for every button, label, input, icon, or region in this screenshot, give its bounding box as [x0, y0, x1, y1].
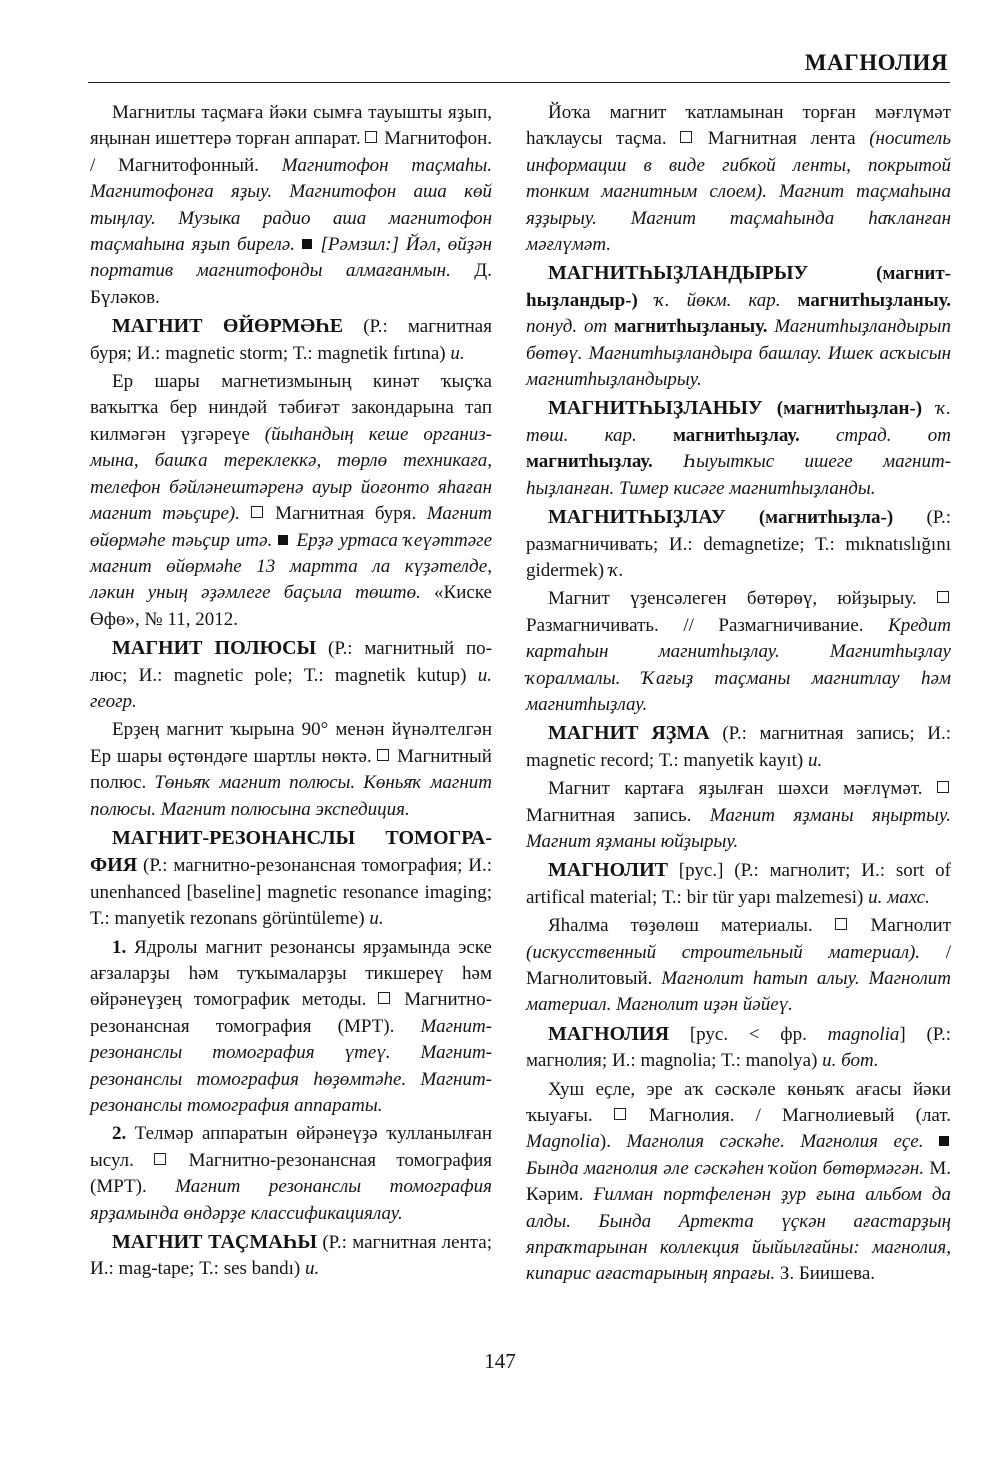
dictionary-paragraph [526, 776, 951, 855]
italic-text: Һыуыткыс ишеге магнитһыҙланған. Тимер кисәге магнитһыҙланды. [526, 451, 951, 499]
text-run: Д. Бүләков. [90, 260, 492, 308]
bold-text: (магнитһыҙлан-) [762, 398, 937, 420]
bold-text: магнитһыҙланыу. [780, 289, 952, 311]
open-square-icon [251, 506, 263, 518]
italic-text: Бында магнолия әле сәскәһен ҡойоп бөтөрмәгән. [526, 1157, 925, 1179]
headword: МАГНОЛИТ [548, 859, 668, 882]
italic-text: Ғилман портфеленән ҙур ғына альбом да алды. Бында Артекта үҫкән ағастарҙың япраҡтарынан коллекция йыйылғайны: магнолия, кипарис ағастарының япрағы. [526, 1184, 951, 1285]
bold-text: магнитһыҙланыу. [607, 316, 768, 338]
headword: МАГНИТ-РЕЗОНАНСЛЫ ТОМОГРАФИЯ [90, 826, 492, 877]
headword: МАГНИТ ӨЙӨРМӘҺЕ [112, 315, 344, 338]
italic-text: Магнитһыҙландырып бөтөү. Магнитһыҙландыра башлау. Ишек асҡысын магнитһыҙландырыу. [526, 316, 952, 391]
text-run: З. Биишева. [775, 1263, 876, 1285]
headword: МАГНИТҺЫҘЛАНДЫРЫУ [548, 262, 809, 285]
text-run: ] (Р.: магнолия; И.: magnolia; Т.: manolya) [526, 1023, 951, 1072]
italic-text: понуд. от [526, 316, 608, 338]
italic-text: magnolia [827, 1023, 900, 1045]
header-rule [88, 82, 950, 83]
right-column [526, 100, 951, 1290]
text-run: Магнитлы таҫмаға йәки сымға тауышты яҙып, яңынан ишеттерә торған аппарат. [90, 102, 492, 150]
dictionary-paragraph [526, 100, 951, 258]
dictionary-paragraph [526, 586, 951, 718]
italic-text: и. [369, 908, 384, 930]
italic-text: ҡ. йөкм. кар. [654, 289, 781, 311]
italic-text: Магнит-резонанслы томография үтеү. Магнит-резонанслы томография һөҙөмтәһе. Магнит-резонанслы томография аппараты. [90, 1015, 492, 1117]
text-run: «Киске Өфө», № 11, 2012. [90, 582, 492, 630]
text-run: Ерҙең магнит ҡырына 90° менән йүнәлтелгән Ер шары өҫтөндәге шартлы нөктә. [90, 719, 492, 767]
text-run: (Р.: магнитный полюс; И.: magnetic pole; Т.: magnetik kutup) [90, 638, 493, 686]
text-run: Магнитный полюс. [90, 745, 492, 794]
italic-text: [Рәмзил:] Йәл, өйҙән портатив магнитофонды алмағанмын. [90, 234, 493, 282]
text-run: Магнитная лента [694, 128, 870, 150]
text-run: Магнолит [848, 915, 951, 937]
open-square-icon [365, 131, 377, 143]
italic-text: (искусственный строительный материал). [526, 941, 921, 963]
dictionary-paragraph [90, 100, 492, 311]
bold-text: (магнитһыҙландыр-) [526, 263, 951, 311]
text-run: Ер шары магнетизмының кинәт ҡыҫҡа ваҡытҡа бер ниндәй тәбиғәт закондарына тап килмәгән үҙгәреүе [90, 371, 492, 445]
text-run [240, 503, 251, 524]
dictionary-paragraph [90, 935, 492, 1120]
text-run [924, 1131, 940, 1152]
open-square-icon [680, 131, 692, 143]
dictionary-paragraph [90, 635, 492, 715]
dictionary-paragraph [526, 913, 951, 1019]
italic-text: Магнолит һатып алыу. Магнолит материал. Магнолит иҙән йәйеү. [526, 968, 951, 1016]
italic-text: и. [450, 342, 465, 364]
dictionary-paragraph [90, 825, 492, 933]
italic-text: Ерҙә уртаса ҡеүәттәге магнит өйөрмәһе 13 мартта ла күҙәтелде, ләкин уның әҙәмлеге баҫыла төштө. [90, 529, 493, 604]
filled-square-icon [939, 1136, 949, 1146]
dictionary-paragraph [90, 1229, 492, 1283]
bold-text: магнитһыҙлау. [636, 424, 800, 446]
open-square-icon [378, 992, 390, 1004]
italic-text: Магнитофон таҫмаһы. Магнитофонға яҙыу. Магнитофон аша көй тыңлау. Музыка радио аша магнитофон таҫмаһына яҙып бирелә. [90, 154, 492, 256]
headword: МАГНИТҺЫҘЛАУ [548, 506, 726, 529]
open-square-icon [377, 749, 389, 761]
open-square-icon [937, 781, 949, 793]
text-run: Магнит картаға яҙылған шәхси мәғлүмәт. [548, 778, 937, 800]
italic-text: Magnolia [526, 1131, 600, 1153]
text-run: Магнитофон. / Магнитофонный. [90, 128, 492, 176]
bold-text: 1. [112, 936, 127, 958]
text-run: (Р.: размагничивать; И.: demagnetize; Т.: mıknatıslığını gidermek) [526, 507, 951, 581]
italic-text: Магнит резонанслы томография ярҙамында өндәрҙе классификациялау. [90, 1176, 492, 1224]
text-run: (Р.: магнитная запись; И.: magnetic record; Т.: manyetik kayıt) [526, 723, 951, 771]
text-run: М. Кәрим. [526, 1157, 951, 1206]
headword: МАГНИТ ЯҘМА [548, 722, 710, 745]
italic-text: Кредит картаһын магнитһыҙлау. Магнитһыҙлау ҡоралмалы. Ҡағыҙ таҫманы магнитлау һәм магнитһыҙлау. [526, 614, 951, 715]
dictionary-paragraph [526, 1077, 951, 1288]
headword: МАГНИТ ТАҪМАҺЫ [112, 1231, 317, 1254]
open-square-icon [835, 918, 847, 930]
italic-text: (йыһандың кеше организмына, башҡа тереклеккә, төрлө техникаға, телефон бәйләнештәренә ауыр йоғонто яһаған магнит тәьҫире). [90, 423, 492, 525]
text-run: Яһалма төҙөлөш материалы. [548, 915, 835, 937]
bold-text: 2. [112, 1123, 127, 1145]
text-run: Магнитная буря. [264, 503, 427, 525]
text-run: Магнитная запись. [526, 804, 710, 826]
dictionary-paragraph [90, 369, 492, 633]
text-run: [рус.] (Р.: магнолит; И.: sort of artifical material; Т.: bir tür yapı malzemesi) [526, 860, 951, 908]
italic-text: Магнит өйөрмәһе тәьҫир итә. [90, 503, 492, 551]
text-run: ). [599, 1131, 627, 1153]
bold-text: магнитһыҙлау. [526, 451, 653, 473]
text-run: (Р.: магнитно-резонансная томография; И.: unenhanced [baseline] magnetic resonance imaging; Т.: manyetik rezonans görüntüleme) [90, 855, 492, 930]
filled-square-icon [278, 535, 288, 545]
headword: МАГНИТҺЫҘЛАНЫУ [548, 397, 763, 420]
italic-text: и. махс. [868, 886, 930, 908]
italic-text: ҡ. төш. кар. [526, 398, 951, 446]
dictionary-paragraph [526, 720, 951, 774]
open-square-icon [937, 591, 949, 603]
italic-text: ҡ. [608, 559, 624, 581]
text-run: Магнитно-резонансная томография (МРТ). [90, 989, 492, 1037]
italic-text: и. [304, 1258, 320, 1280]
dictionary-paragraph [526, 857, 951, 911]
headword: МАГНОЛИЯ [548, 1022, 670, 1045]
dictionary-paragraph [526, 1021, 951, 1075]
bold-text: (магнитһыҙла-) [725, 507, 894, 529]
text-run: Магнолия. / Магнолиевый (лат. [627, 1105, 951, 1127]
text-run [295, 234, 302, 255]
page-number: 147 [484, 1349, 516, 1373]
text-run: (Р.: магнитная лента; И.: mag-tape; Т.: ses bandı) [90, 1232, 492, 1280]
italic-text: и. геогр. [90, 664, 492, 712]
open-square-icon [154, 1153, 166, 1165]
dictionary-paragraph [90, 313, 492, 367]
italic-text: Магнолия сәскәһе. Магнолия еҫе. [626, 1131, 924, 1153]
dictionary-paragraph [526, 504, 951, 584]
dictionary-paragraph [526, 260, 951, 393]
text-run: [рус. < фр. [669, 1023, 828, 1045]
text-run: (Р.: магнитная буря; И.: magnetic storm; Т.: magnetik fırtına) [90, 316, 492, 364]
italic-text: Төньяҡ магнит полюсы. Көньяҡ магнит полюсы. Магнит полюсына экспедиция. [90, 772, 492, 820]
text-run: Магнит үҙенсәлеген бөтөрөү, юйҙырыу. [548, 588, 937, 610]
dictionary-paragraph [90, 717, 492, 823]
text-run [314, 234, 321, 255]
headword: МАГНИТ ПОЛЮСЫ [112, 637, 317, 660]
text-run: / Магнолитовый. [526, 941, 951, 989]
open-square-icon [614, 1108, 626, 1120]
left-column [90, 100, 492, 1285]
italic-text: Магнит яҙманы яңыртыу. Магнит яҙманы юйҙырыу. [526, 804, 951, 852]
text-run: Йоҡа магнит ҡатламынан торған мәғлүмәт һаҡлаусы таҫма. [526, 102, 951, 150]
text-run: Телмәр аппаратын өйрәнеүҙә ҡулланылған ысул. [90, 1123, 492, 1171]
dictionary-paragraph [526, 395, 951, 502]
dictionary-paragraph [90, 1121, 492, 1227]
running-head: МАГНОЛИЯ [804, 50, 948, 75]
italic-text: и. бот. [822, 1050, 879, 1072]
text-run: Размагничивать. // Размагничивание. [526, 614, 889, 636]
filled-square-icon [302, 239, 312, 249]
text-run: Магнитно-резонансная томография (МРТ). [90, 1149, 492, 1198]
text-run: Ядролы магнит резонансы ярҙамында эске ағзаларҙы һәм туҡымаларҙы тикшереү һәм өйрәнеүҙең томографик методы. [90, 936, 492, 1011]
italic-text: (носитель информации в виде гибкой ленты, покрытой тонким магнитным слоем). Магнит таҫмаһына яҙҙырыу. Магнит таҫмаһында һаҡланған мәғлүмәт. [526, 128, 951, 256]
italic-text: страд. от [799, 424, 951, 446]
text-run: Хуш еҫле, эре аҡ сәскәле көньяҡ ағасы йәки ҡыуағы. [526, 1078, 951, 1127]
italic-text: и. [807, 749, 823, 771]
